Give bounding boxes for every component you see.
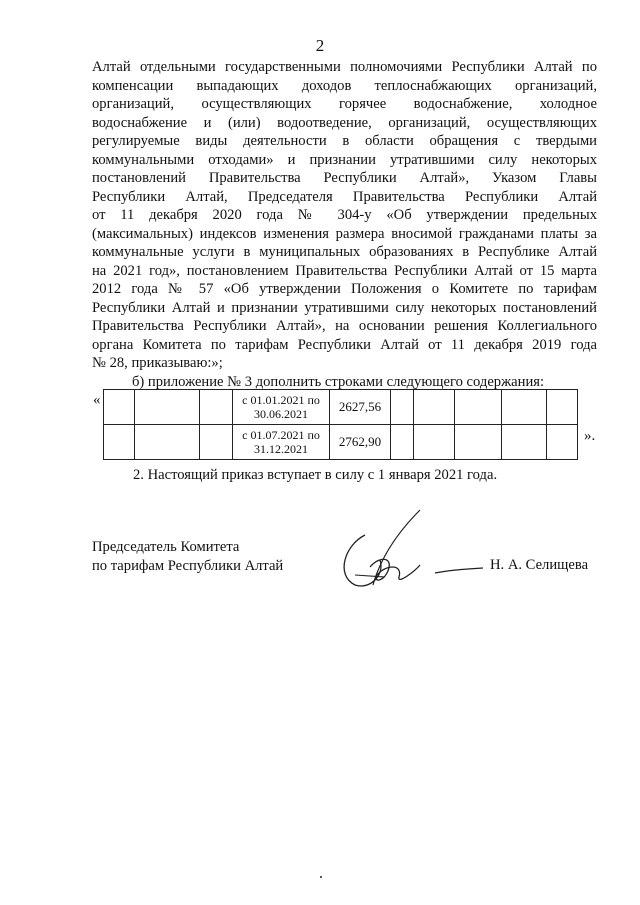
paragraph-line: на 2021 год», постановлением Правительства Республики Алтай от 15 марта: [92, 262, 597, 279]
paragraph-line: 2012 года № 57 «Об утверждении Положения о Комитете по тарифам: [92, 281, 597, 297]
item-b: б) приложение № 3 дополнить строками следующего содержания:: [132, 373, 545, 390]
paragraph-line: водоснабжение и (или) водоотведение, организаций, осуществляющих: [92, 114, 597, 131]
body-paragraph: [92, 58, 597, 391]
open-quote: «: [93, 392, 101, 408]
paragraph-line: от 11 декабря 2020 года № 304-у «Об утверждении предельных: [92, 207, 597, 223]
scan-speck: [320, 876, 322, 878]
tariff-table: [103, 389, 578, 460]
handwritten-signature: [325, 505, 485, 595]
paragraph-line: (максимальных) индексов изменения размера вносимой гражданами платы за: [92, 225, 597, 242]
paragraph-line: организаций, осуществляющих горячее водоснабжение, холодное: [92, 96, 597, 112]
table-row: [104, 390, 578, 425]
paragraph-line: постановлений Правительства Республики Алтай», Указом Главы: [92, 170, 597, 186]
close-quote: ».: [584, 428, 596, 444]
paragraph-line: Республики Алтай и признании утратившими силу некоторых постановлений: [92, 299, 597, 316]
period-cell: с 01.01.2021 по 30.06.2021: [233, 390, 330, 425]
item-2: 2. Настоящий приказ вступает в силу с 1 января 2021 года.: [133, 467, 498, 483]
paragraph-line: Алтай отдельными государственными полномочиями Республики Алтай по: [92, 59, 597, 75]
paragraph-line: регулируемые виды деятельности в области обращения с твердыми: [92, 133, 597, 149]
page-number: 2: [315, 36, 325, 55]
paragraph-line: коммунальные услуги в муниципальных образованиях в Республике Алтай: [92, 244, 597, 260]
paragraph-line: коммунальными отходами» и признании утратившими силу некоторых: [92, 151, 597, 168]
value-cell: 2627,56: [330, 390, 391, 425]
value-cell: 2762,90: [330, 425, 391, 460]
period-cell: с 01.07.2021 по 31.12.2021: [233, 425, 330, 460]
signer-name: Н. А. Селищева: [490, 557, 589, 573]
paragraph-line: Республики Алтай, Председателя Правительства Республики Алтай: [92, 188, 597, 205]
signature-position: [92, 538, 283, 576]
paragraph-line: органа Комитета по тарифам Республики Алтай от 11 декабря 2019 года: [92, 336, 597, 353]
paragraph-line: № 28, приказываю:»;: [92, 355, 223, 371]
paragraph-line: компенсации выпадающих доходов теплоснабжающих организаций,: [92, 77, 597, 94]
position-line: по тарифам Республики Алтай: [92, 558, 284, 574]
paragraph-line: Правительства Республики Алтай», на основании решения Коллегиального: [92, 318, 597, 334]
position-line: Председатель Комитета: [92, 539, 240, 555]
table-row: [104, 425, 578, 460]
